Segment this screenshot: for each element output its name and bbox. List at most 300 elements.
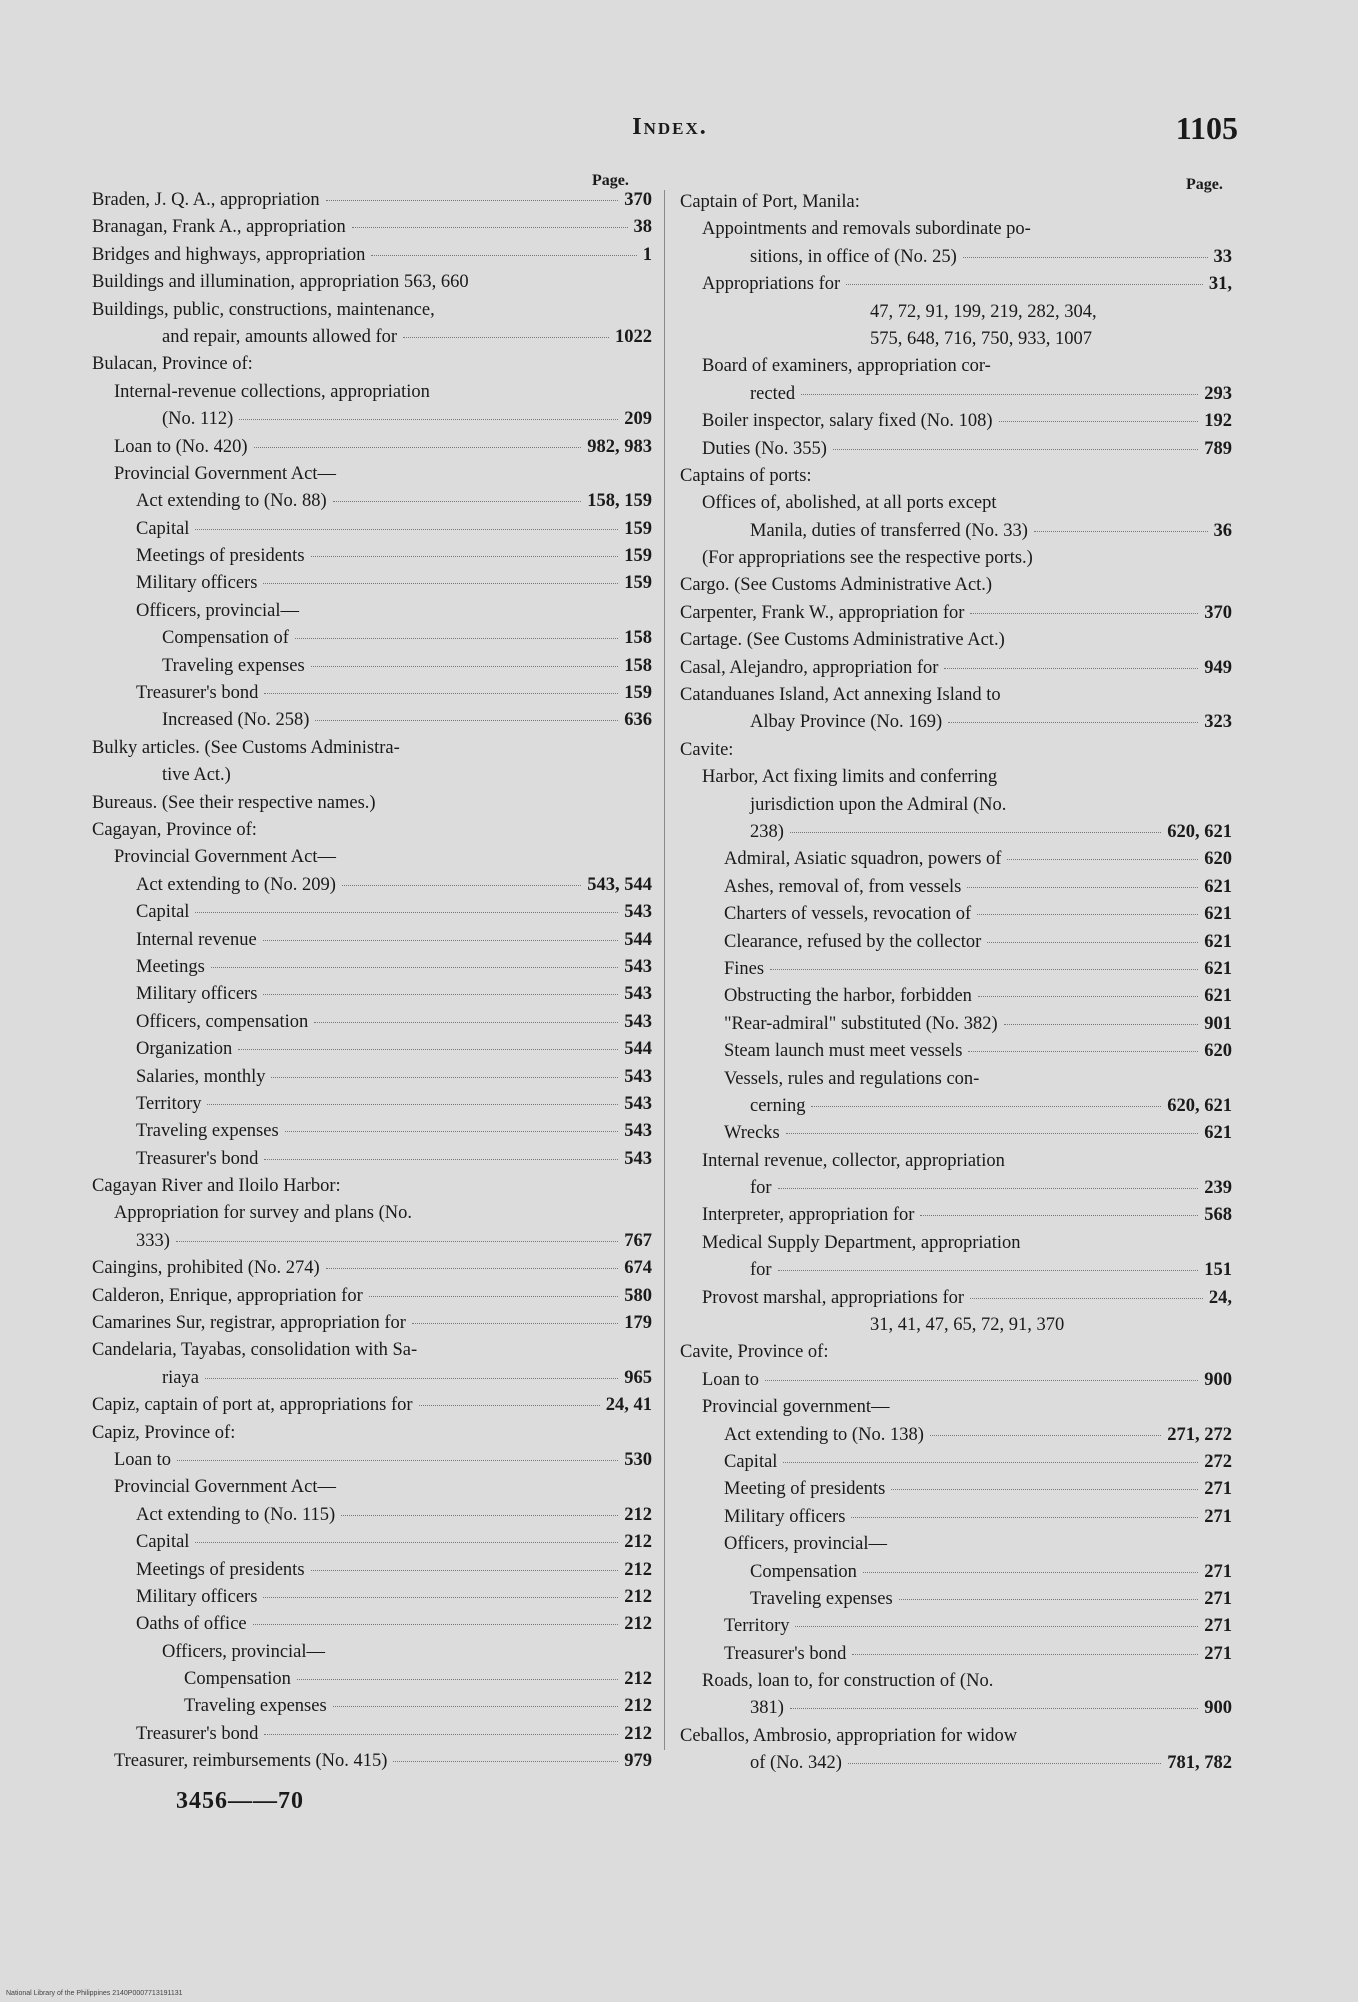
index-entry-page: 543 bbox=[624, 902, 652, 923]
dot-leader bbox=[970, 613, 1198, 614]
index-entry-text: (For appropriations see the respective ports.) bbox=[702, 548, 1033, 569]
index-entry bbox=[680, 603, 1232, 630]
index-entry bbox=[680, 1562, 1232, 1589]
index-entry bbox=[92, 601, 652, 628]
dot-leader bbox=[765, 1380, 1198, 1381]
index-entry bbox=[680, 1726, 1232, 1753]
column-divider bbox=[664, 190, 665, 1750]
dot-leader bbox=[778, 1188, 1199, 1189]
index-entry bbox=[680, 575, 1232, 602]
index-entry-page: 212 bbox=[624, 1504, 652, 1525]
index-entry bbox=[92, 930, 652, 957]
index-entry-text: Wrecks bbox=[724, 1123, 780, 1144]
dot-leader bbox=[852, 1654, 1198, 1655]
index-entry bbox=[92, 1560, 652, 1587]
index-entry bbox=[92, 1477, 652, 1504]
index-entry bbox=[92, 984, 652, 1011]
index-entry bbox=[680, 849, 1232, 876]
index-entry-text: Manila, duties of transferred (No. 33) bbox=[750, 520, 1028, 541]
index-entry bbox=[92, 710, 652, 737]
dot-leader bbox=[333, 1706, 619, 1707]
dot-leader bbox=[1007, 859, 1198, 860]
dot-leader bbox=[263, 583, 618, 584]
index-entry-text: 47, 72, 91, 199, 219, 282, 304, bbox=[870, 301, 1097, 322]
dot-leader bbox=[948, 722, 1198, 723]
index-entry-text: Captain of Port, Manila: bbox=[680, 192, 860, 212]
index-entry bbox=[680, 1288, 1232, 1315]
index-entry bbox=[680, 1507, 1232, 1534]
dot-leader bbox=[238, 1049, 618, 1050]
index-entry-text: Capiz, captain of port at, appropriations for bbox=[92, 1395, 413, 1416]
index-entry-text: Charters of vessels, revocation of bbox=[724, 904, 972, 925]
index-entry-text: Internal-revenue collections, appropriation bbox=[114, 381, 430, 402]
dot-leader bbox=[977, 914, 1198, 915]
index-entry-page: 370 bbox=[624, 190, 652, 210]
index-entry bbox=[92, 1094, 652, 1121]
index-entry-page: 158 bbox=[624, 628, 652, 649]
index-entry bbox=[680, 274, 1232, 301]
dot-leader bbox=[326, 200, 619, 201]
index-entry bbox=[680, 630, 1232, 657]
index-entry-text: Meetings bbox=[136, 956, 205, 977]
dot-leader bbox=[195, 529, 618, 530]
index-entry bbox=[680, 1096, 1232, 1123]
index-entry bbox=[92, 1176, 652, 1203]
index-entry bbox=[680, 1671, 1232, 1698]
index-entry-text: Duties (No. 355) bbox=[702, 438, 827, 459]
index-entry bbox=[680, 1698, 1232, 1725]
index-entry-text: Officers, compensation bbox=[136, 1011, 309, 1032]
index-entry-text: Bulacan, Province of: bbox=[92, 354, 253, 375]
index-entry bbox=[680, 1123, 1232, 1150]
index-entry-text: Appropriations for bbox=[702, 274, 841, 295]
dot-leader bbox=[790, 832, 1161, 833]
index-entry-text: Appropriation for survey and plans (No. bbox=[114, 1203, 412, 1224]
index-entry-page: 636 bbox=[624, 710, 652, 731]
index-entry bbox=[92, 765, 652, 792]
index-entry bbox=[92, 1231, 652, 1258]
index-entry-text: Treasurer's bond bbox=[136, 1148, 259, 1169]
index-entry bbox=[680, 1370, 1232, 1397]
index-entry-page: 621 bbox=[1204, 1123, 1232, 1144]
index-entry-page: 271, 272 bbox=[1167, 1424, 1232, 1445]
index-entry-text: Capital bbox=[724, 1451, 778, 1472]
index-entry-text: Treasurer's bond bbox=[724, 1643, 847, 1664]
index-entry-page: 159 bbox=[624, 573, 652, 594]
index-entry-text: Buildings, public, constructions, maintenance, bbox=[92, 299, 435, 320]
dot-leader bbox=[285, 1131, 619, 1132]
index-entry bbox=[680, 904, 1232, 931]
dot-leader bbox=[295, 638, 618, 639]
index-entry-page: 543, 544 bbox=[587, 874, 652, 895]
dot-leader bbox=[968, 1051, 1198, 1052]
dot-leader bbox=[371, 255, 636, 256]
index-entry bbox=[92, 1039, 652, 1066]
index-entry-page: 38 bbox=[633, 217, 652, 238]
index-entry bbox=[92, 628, 652, 655]
index-entry-page: 179 bbox=[624, 1313, 652, 1334]
index-entry-text: Offices of, abolished, at all ports except bbox=[702, 493, 997, 514]
dot-leader bbox=[311, 666, 619, 667]
index-entry-page: 323 bbox=[1204, 712, 1232, 733]
dot-leader bbox=[999, 421, 1199, 422]
index-entry bbox=[92, 656, 652, 683]
index-entry bbox=[680, 932, 1232, 959]
index-entry bbox=[92, 847, 652, 874]
index-entry-text: Ceballos, Ambrosio, appropriation for widow bbox=[680, 1725, 1018, 1746]
index-entry-page: 209 bbox=[624, 409, 652, 430]
index-entry-page: 212 bbox=[624, 1614, 652, 1635]
index-entry-text: Branagan, Frank A., appropriation bbox=[92, 217, 346, 238]
index-entry-page: 24, bbox=[1208, 1287, 1232, 1308]
index-entry-page: 530 bbox=[624, 1449, 652, 1470]
dot-leader bbox=[978, 996, 1198, 997]
index-entry-text: Cagayan, Province of: bbox=[92, 819, 257, 840]
index-entry-page: 949 bbox=[1204, 657, 1232, 678]
index-entry bbox=[680, 247, 1232, 274]
index-entry-text: Meetings of presidents bbox=[136, 1559, 305, 1580]
dot-leader bbox=[786, 1133, 1198, 1134]
right-page-column-label: Page. bbox=[1186, 176, 1223, 193]
index-entry-text: Territory bbox=[724, 1616, 790, 1637]
dot-leader bbox=[833, 449, 1198, 450]
index-entry bbox=[92, 382, 652, 409]
dot-leader bbox=[967, 887, 1198, 888]
index-entry-text: Captains of ports: bbox=[680, 465, 812, 486]
dot-leader bbox=[326, 1268, 619, 1269]
index-entry bbox=[680, 1069, 1232, 1096]
index-entry-text: 381) bbox=[750, 1698, 784, 1719]
index-entry-text: riaya bbox=[162, 1367, 199, 1388]
index-entry-text: Traveling expenses bbox=[750, 1588, 893, 1609]
index-entry bbox=[92, 1121, 652, 1148]
dot-leader bbox=[315, 720, 618, 721]
index-entry-text: Bridges and highways, appropriation bbox=[92, 244, 366, 265]
index-entry-text: Buildings and illumination, appropriation 563, 660 bbox=[92, 272, 469, 293]
index-entry bbox=[92, 546, 652, 573]
index-entry-text: Cargo. (See Customs Administrative Act.) bbox=[680, 575, 993, 596]
index-entry-text: Treasurer's bond bbox=[136, 683, 259, 704]
index-entry bbox=[92, 1724, 652, 1751]
index-entry-text: Appointments and removals subordinate po- bbox=[702, 219, 1031, 240]
index-entry-text: Treasurer's bond bbox=[136, 1723, 259, 1744]
dot-leader bbox=[930, 1435, 1161, 1436]
index-entry bbox=[92, 1258, 652, 1285]
dot-leader bbox=[195, 912, 618, 913]
index-entry bbox=[92, 327, 652, 354]
index-entry bbox=[92, 354, 652, 381]
index-entry bbox=[92, 464, 652, 491]
index-entry-text: Act extending to (No. 88) bbox=[136, 491, 327, 512]
index-entry-page: 543 bbox=[624, 956, 652, 977]
index-entry bbox=[92, 217, 652, 244]
index-entry-page: 620 bbox=[1204, 849, 1232, 870]
index-entry bbox=[680, 329, 1232, 356]
dot-leader bbox=[987, 942, 1198, 943]
index-entry bbox=[92, 300, 652, 327]
index-entry bbox=[680, 795, 1232, 822]
index-entry bbox=[92, 1505, 652, 1532]
index-entry-text: Territory bbox=[136, 1093, 202, 1114]
index-entry-page: 271 bbox=[1204, 1506, 1232, 1527]
index-entry bbox=[680, 439, 1232, 466]
index-entry-text: Increased (No. 258) bbox=[162, 710, 310, 731]
index-entry-text: Cavite, Province of: bbox=[680, 1342, 829, 1363]
page-number: 1105 bbox=[1175, 110, 1238, 146]
index-entry-page: 151 bbox=[1204, 1260, 1232, 1281]
index-entry bbox=[92, 1751, 652, 1778]
index-entry bbox=[680, 548, 1232, 575]
index-entry-text: Catanduanes Island, Act annexing Island to bbox=[680, 685, 1001, 706]
index-entry-text: Harbor, Act fixing limits and conferring bbox=[702, 767, 998, 788]
index-entry-text: Military officers bbox=[136, 573, 258, 594]
index-entry-page: 621 bbox=[1204, 876, 1232, 897]
dot-leader bbox=[851, 1517, 1198, 1518]
left-page-column-label: Page. bbox=[592, 172, 629, 189]
dot-leader bbox=[1034, 531, 1208, 532]
index-entry bbox=[92, 1450, 652, 1477]
index-entry-page: 674 bbox=[624, 1258, 652, 1279]
index-entry-page: 544 bbox=[624, 929, 652, 950]
index-entry bbox=[92, 519, 652, 546]
index-entry-text: Roads, loan to, for construction of (No. bbox=[702, 1671, 994, 1692]
index-entry-text: Ashes, removal of, from vessels bbox=[724, 876, 962, 897]
index-entry-page: 271 bbox=[1204, 1616, 1232, 1637]
index-entry bbox=[680, 219, 1232, 246]
index-entry-text: Carpenter, Frank W., appropriation for bbox=[680, 602, 965, 623]
index-entry-page: 982, 983 bbox=[587, 436, 652, 457]
index-entry-page: 212 bbox=[624, 1723, 652, 1744]
index-entry bbox=[680, 877, 1232, 904]
dot-leader bbox=[341, 1515, 618, 1516]
index-entry-page: 293 bbox=[1204, 383, 1232, 404]
dot-leader bbox=[311, 556, 619, 557]
dot-leader bbox=[920, 1215, 1198, 1216]
index-entry bbox=[680, 822, 1232, 849]
index-entry bbox=[680, 1041, 1232, 1068]
index-entry bbox=[92, 875, 652, 902]
index-entry-text: Vessels, rules and regulations con- bbox=[724, 1068, 980, 1089]
index-entry bbox=[680, 959, 1232, 986]
index-entry-page: 159 bbox=[624, 518, 652, 539]
library-watermark: National Library of the Philippines 2140P0007713191131 bbox=[6, 1990, 183, 1997]
index-entry-page: 901 bbox=[1204, 1013, 1232, 1034]
index-entry-page: 543 bbox=[624, 1093, 652, 1114]
dot-leader bbox=[795, 1626, 1198, 1627]
index-entry-text: 31, 41, 47, 65, 72, 91, 370 bbox=[870, 1315, 1065, 1336]
index-entry-text: Casal, Alejandro, appropriation for bbox=[680, 657, 939, 678]
index-entry-page: 212 bbox=[624, 1586, 652, 1607]
index-entry-text: Compensation bbox=[184, 1669, 291, 1690]
index-entry-text: Oaths of office bbox=[136, 1614, 247, 1635]
index-entry-page: 621 bbox=[1204, 958, 1232, 979]
index-entry-page: 621 bbox=[1204, 904, 1232, 925]
index-entry-text: Interpreter, appropriation for bbox=[702, 1205, 915, 1226]
index-entry bbox=[680, 1260, 1232, 1287]
dot-leader bbox=[297, 1679, 618, 1680]
dot-leader bbox=[195, 1542, 618, 1543]
index-entry bbox=[680, 384, 1232, 411]
index-entry-text: Provost marshal, appropriations for bbox=[702, 1287, 965, 1308]
index-entry-page: 159 bbox=[624, 683, 652, 704]
index-entry bbox=[680, 1397, 1232, 1424]
index-entry-text: 575, 648, 716, 750, 933, 1007 bbox=[870, 328, 1092, 349]
index-entry-page: 212 bbox=[624, 1669, 652, 1690]
index-entry bbox=[92, 793, 652, 820]
index-entry-text: Obstructing the harbor, forbidden bbox=[724, 986, 972, 1007]
index-entry-text: Internal revenue bbox=[136, 929, 257, 950]
index-entry-page: 158 bbox=[624, 655, 652, 676]
index-entry bbox=[680, 685, 1232, 712]
dot-leader bbox=[899, 1599, 1199, 1600]
dot-leader bbox=[314, 1022, 618, 1023]
index-entry-text: Clearance, refused by the collector bbox=[724, 931, 982, 952]
index-entry-page: 271 bbox=[1204, 1588, 1232, 1609]
index-entry-page: 33 bbox=[1213, 246, 1232, 267]
index-entry bbox=[680, 740, 1232, 767]
dot-leader bbox=[254, 447, 582, 448]
index-entry-text: Fines bbox=[724, 958, 765, 979]
index-entry-text: cerning bbox=[750, 1095, 806, 1116]
index-entry bbox=[680, 521, 1232, 548]
dot-leader bbox=[264, 693, 618, 694]
index-entry bbox=[680, 1342, 1232, 1369]
index-entry-text: Candelaria, Tayabas, consolidation with Sa- bbox=[92, 1340, 418, 1361]
index-entry bbox=[680, 1178, 1232, 1205]
index-entry-text: Internal revenue, collector, appropriation bbox=[702, 1150, 1005, 1171]
index-entry-text: Officers, provincial— bbox=[162, 1641, 326, 1662]
index-entry-text: Provincial Government Act— bbox=[114, 463, 336, 484]
dot-leader bbox=[176, 1241, 618, 1242]
index-entry-text: Military officers bbox=[136, 984, 258, 1005]
index-entry bbox=[92, 1149, 652, 1176]
index-entry-text: (No. 112) bbox=[162, 409, 234, 430]
dot-leader bbox=[333, 501, 582, 502]
index-entry-page: 271 bbox=[1204, 1561, 1232, 1582]
index-entry-page: 543 bbox=[624, 1011, 652, 1032]
index-entry-text: "Rear-admiral" substituted (No. 382) bbox=[724, 1013, 998, 1034]
index-entry-text: Cartage. (See Customs Administrative Act.) bbox=[680, 630, 1005, 651]
index-entry bbox=[680, 1479, 1232, 1506]
index-entry bbox=[92, 437, 652, 464]
index-entry-text: Provincial Government Act— bbox=[114, 1477, 336, 1498]
dot-leader bbox=[419, 1405, 600, 1406]
index-entry-text: Traveling expenses bbox=[184, 1696, 327, 1717]
index-entry-text: Meeting of presidents bbox=[724, 1479, 886, 1500]
dot-leader bbox=[311, 1570, 619, 1571]
index-entry-page: 900 bbox=[1204, 1369, 1232, 1390]
index-entry bbox=[92, 1286, 652, 1313]
index-entry-page: 212 bbox=[624, 1559, 652, 1580]
index-entry bbox=[92, 683, 652, 710]
index-entry-text: Military officers bbox=[136, 1586, 258, 1607]
index-entry bbox=[92, 1642, 652, 1669]
index-entry-text: tive Act.) bbox=[162, 765, 231, 786]
dot-leader bbox=[848, 1763, 1161, 1764]
index-entry-text: Boiler inspector, salary fixed (No. 108) bbox=[702, 411, 993, 432]
index-entry-text: Officers, provincial— bbox=[136, 600, 300, 621]
index-entry bbox=[680, 767, 1232, 794]
index-entry-text: Albay Province (No. 169) bbox=[750, 712, 943, 733]
index-entry-text: rected bbox=[750, 383, 796, 404]
index-entry-text: Board of examiners, appropriation cor- bbox=[702, 356, 991, 377]
index-entry-page: 979 bbox=[624, 1751, 652, 1772]
index-entry-text: Provincial government— bbox=[702, 1397, 890, 1418]
index-entry bbox=[680, 1425, 1232, 1452]
index-entry bbox=[680, 356, 1232, 383]
page-title: Index. bbox=[632, 114, 708, 140]
index-entry-text: and repair, amounts allowed for bbox=[162, 326, 398, 347]
index-entry-text: Bureaus. (See their respective names.) bbox=[92, 792, 376, 813]
dot-leader bbox=[783, 1462, 1198, 1463]
index-entry bbox=[680, 466, 1232, 493]
dot-leader bbox=[263, 940, 619, 941]
dot-leader bbox=[970, 1298, 1203, 1299]
index-entry bbox=[92, 573, 652, 600]
index-entry bbox=[680, 1452, 1232, 1479]
index-entry-text: sitions, in office of (No. 25) bbox=[750, 246, 957, 267]
right-index-column bbox=[680, 192, 1232, 1781]
index-entry-page: 239 bbox=[1204, 1178, 1232, 1199]
index-entry bbox=[92, 190, 652, 217]
index-entry bbox=[92, 1012, 652, 1039]
index-entry-text: Compensation bbox=[750, 1561, 857, 1582]
index-entry-page: 158, 159 bbox=[587, 491, 652, 512]
dot-leader bbox=[352, 227, 628, 228]
index-entry bbox=[680, 1644, 1232, 1671]
index-entry-page: 543 bbox=[624, 984, 652, 1005]
index-entry-page: 212 bbox=[624, 1532, 652, 1553]
index-entry bbox=[680, 1315, 1232, 1342]
dot-leader bbox=[801, 394, 1198, 395]
index-entry bbox=[680, 411, 1232, 438]
index-entry bbox=[680, 1151, 1232, 1178]
index-entry-text: Military officers bbox=[724, 1506, 846, 1527]
index-entry-page: 900 bbox=[1204, 1698, 1232, 1719]
index-entry bbox=[92, 1395, 652, 1422]
index-entry-page: 781, 782 bbox=[1167, 1753, 1232, 1774]
index-entry-page: 621 bbox=[1204, 931, 1232, 952]
index-entry-page: 620 bbox=[1204, 1041, 1232, 1062]
index-entry-text: Act extending to (No. 138) bbox=[724, 1424, 924, 1445]
index-entry-page: 370 bbox=[1204, 602, 1232, 623]
index-entry-text: Loan to bbox=[702, 1369, 760, 1390]
index-entry-page: 24, 41 bbox=[605, 1395, 652, 1416]
index-entry bbox=[92, 1423, 652, 1450]
index-entry-page: 620, 621 bbox=[1167, 1095, 1232, 1116]
index-entry-text: Cagayan River and Iloilo Harbor: bbox=[92, 1176, 341, 1197]
index-entry-text: Camarines Sur, registrar, appropriation for bbox=[92, 1313, 406, 1334]
index-entry-page: 580 bbox=[624, 1285, 652, 1306]
index-entry bbox=[680, 1616, 1232, 1643]
printer-signature: 3456——70 bbox=[176, 1788, 304, 1814]
dot-leader bbox=[177, 1460, 618, 1461]
index-entry bbox=[680, 1233, 1232, 1260]
index-entry bbox=[92, 1340, 652, 1367]
index-entry-page: 543 bbox=[624, 1121, 652, 1142]
index-entry bbox=[92, 1587, 652, 1614]
index-entry bbox=[680, 1014, 1232, 1041]
index-entry-text: Capiz, Province of: bbox=[92, 1422, 236, 1443]
index-entry bbox=[92, 1203, 652, 1230]
left-index-column bbox=[92, 190, 652, 1779]
index-entry-text: Treasurer, reimbursements (No. 415) bbox=[114, 1751, 388, 1772]
dot-leader bbox=[271, 1077, 618, 1078]
dot-leader bbox=[253, 1624, 619, 1625]
index-entry bbox=[92, 1614, 652, 1641]
dot-leader bbox=[891, 1489, 1198, 1490]
index-entry bbox=[680, 302, 1232, 329]
